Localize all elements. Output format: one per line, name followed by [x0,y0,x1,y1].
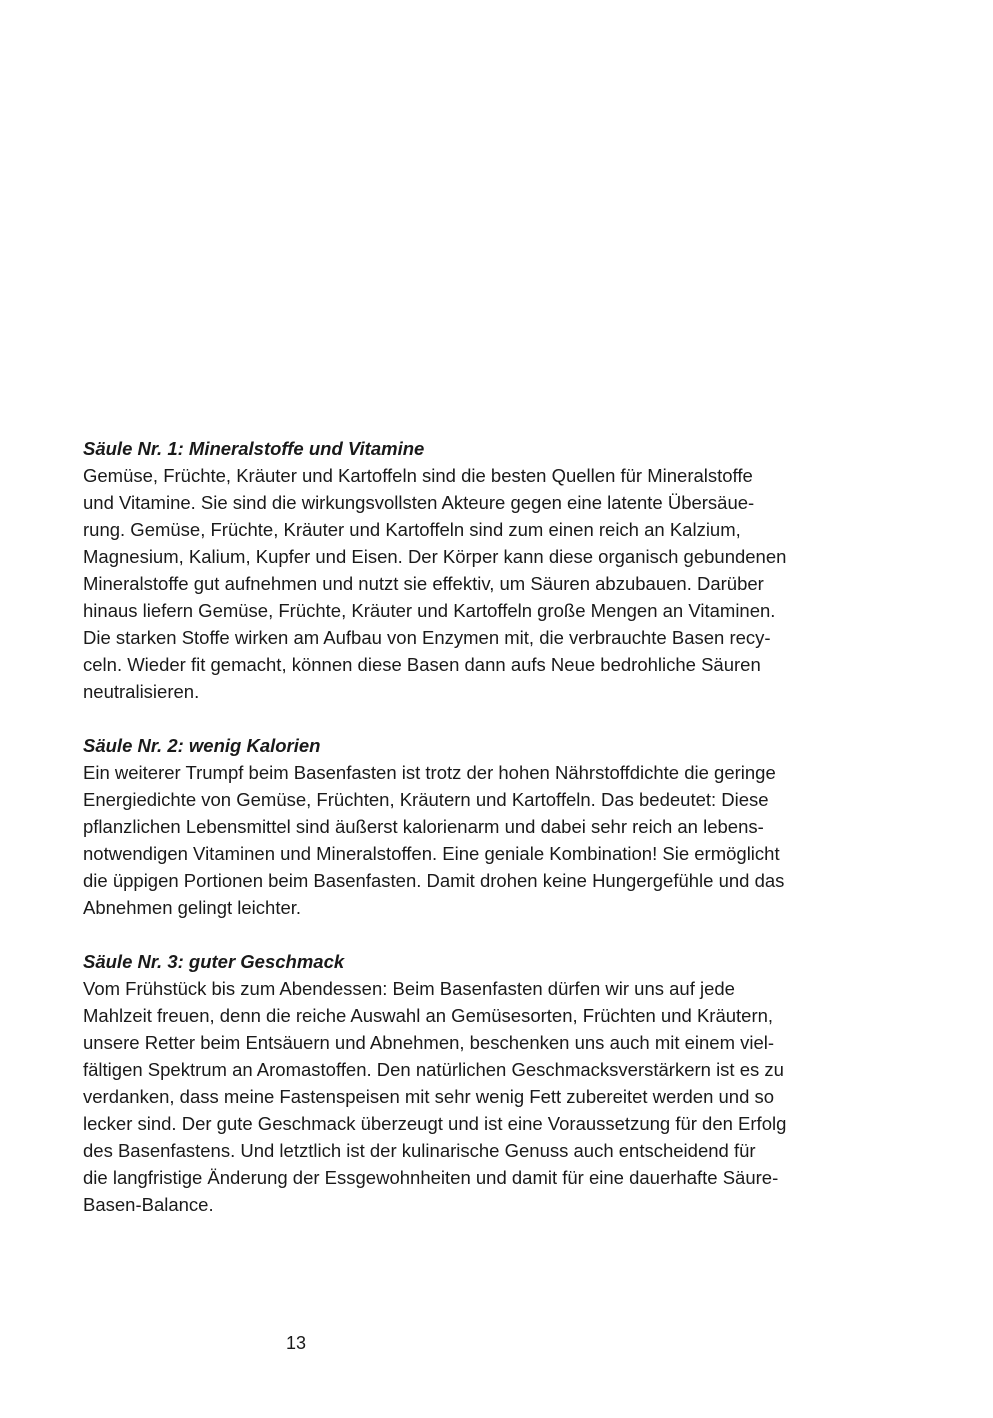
page-number: 13 [286,1333,307,1353]
body-line: Basen-Balance. [83,1194,214,1215]
body-line: Abnehmen gelingt leichter. [83,897,302,918]
page-content [83,435,843,1245]
body-line: notwendigen Vitaminen und Mineralstoffen. Eine geniale Kombination! Sie ermöglicht [83,843,780,864]
body-line: die üppigen Portionen beim Basenfasten. Damit drohen keine Hungergefühle und das [83,870,785,891]
section-good-taste [83,948,843,1218]
body-line: celn. Wieder fit gemacht, können diese Basen dann aufs Neue bedrohliche Säuren [83,654,761,675]
section-minerals-vitamins [83,435,843,705]
body-line: die langfristige Änderung der Essgewohnheiten und damit für eine dauerhafte Säure- [83,1167,779,1188]
body-line: rung. Gemüse, Früchte, Kräuter und Kartoffeln sind zum einen reich an Kalzium, [83,519,741,540]
body-line: Ein weiterer Trumpf beim Basenfasten ist trotz der hohen Nährstoffdichte die geringe [83,762,776,783]
body-line: pflanzlichen Lebensmittel sind äußerst kalorienarm und dabei sehr reich an lebens- [83,816,764,837]
body-line: Magnesium, Kalium, Kupfer und Eisen. Der Körper kann diese organisch gebundenen [83,546,787,567]
body-line: Mahlzeit freuen, denn die reiche Auswahl an Gemüsesorten, Früchten und Kräutern, [83,1005,774,1026]
body-line: Gemüse, Früchte, Kräuter und Kartoffeln sind die besten Quellen für Mineralstoffe [83,465,753,486]
body-line: Vom Frühstück bis zum Abendessen: Beim Basenfasten dürfen wir uns auf jede [83,978,735,999]
section-heading: Säule Nr. 3: guter Geschmack [83,951,345,972]
body-line: des Basenfastens. Und letztlich ist der kulinarische Genuss auch entscheidend für [83,1140,756,1161]
body-line: fältigen Spektrum an Aromastoffen. Den natürlichen Geschmacksverstärkern ist es zu [83,1059,784,1080]
body-line: neutralisieren. [83,681,200,702]
body-line: verdanken, dass meine Fastenspeisen mit sehr wenig Fett zubereitet werden und so [83,1086,775,1107]
section-heading: Säule Nr. 2: wenig Kalorien [83,735,321,756]
body-line: Mineralstoffe gut aufnehmen und nutzt sie effektiv, um Säuren abzubauen. Darüber [83,573,764,594]
section-heading: Säule Nr. 1: Mineralstoffe und Vitamine [83,438,425,459]
body-line: Die starken Stoffe wirken am Aufbau von Enzymen mit, die verbrauchte Basen recy- [83,627,771,648]
body-line: und Vitamine. Sie sind die wirkungsvollsten Akteure gegen eine latente Übersäue- [83,492,755,513]
body-line: Energiedichte von Gemüse, Früchten, Kräutern und Kartoffeln. Das bedeutet: Diese [83,789,769,810]
body-line: lecker sind. Der gute Geschmack überzeugt und ist eine Voraussetzung für den Erfolg [83,1113,787,1134]
section-few-calories [83,732,843,921]
body-line: hinaus liefern Gemüse, Früchte, Kräuter und Kartoffeln große Mengen an Vitaminen. [83,600,776,621]
body-line: unsere Retter beim Entsäuern und Abnehmen, beschenken uns auch mit einem viel- [83,1032,775,1053]
